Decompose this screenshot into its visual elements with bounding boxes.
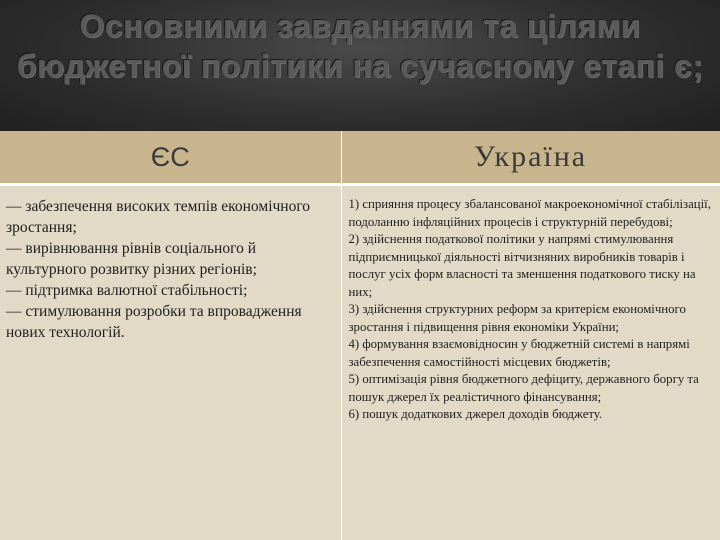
table-header-row bbox=[0, 131, 720, 185]
list-item: — підтримка валютної стабільності; bbox=[6, 282, 248, 299]
list-item: 6) пошук додаткових джерел доходів бюджету. bbox=[348, 407, 603, 421]
list-item: 4) формування взаємовідносин у бюджетній системі в напрямі забезпечення самостійності місцевих бюджетів; bbox=[348, 337, 690, 369]
comparison-table bbox=[0, 131, 720, 540]
column-header-ukraine: Україна bbox=[341, 131, 720, 185]
eu-cell bbox=[0, 185, 341, 540]
ukraine-cell bbox=[341, 185, 720, 540]
slide-title: Основними завданнями та цілями бюджетної політики на сучасному етапі є; bbox=[16, 8, 704, 84]
list-item: 5) оптимізація рівня бюджетного дефіциту, державного боргу та пошук джерел їх реалістичного фінансування; bbox=[348, 372, 699, 404]
list-item: 1) сприяння процесу збалансованої макроекономічної стабілізації, подоланню інфляційних процесів і структурній перебудові; bbox=[348, 197, 711, 229]
list-item: — стимулювання розробки та впровадження нових технологій. bbox=[6, 303, 302, 341]
list-item: — вирівнювання рівнів соціального й культурного розвитку різних регіонів; bbox=[6, 240, 257, 278]
list-item: 3) здійснення структурних реформ за критерієм економічного зростання і підвищення рівня економіки України; bbox=[348, 302, 686, 334]
column-header-eu: ЄС bbox=[0, 131, 341, 185]
slide-header bbox=[0, 0, 720, 140]
table-row bbox=[0, 185, 720, 540]
list-item: 2) здійснення податкової політики у напрямі стимулювання підприємницької діяльності вітчизняних виробників товарів і послуг усіх форм власності та зменшення податкового тиску на них; bbox=[348, 232, 696, 299]
list-item: — забезпечення високих темпів економічного зростання; bbox=[6, 198, 311, 236]
